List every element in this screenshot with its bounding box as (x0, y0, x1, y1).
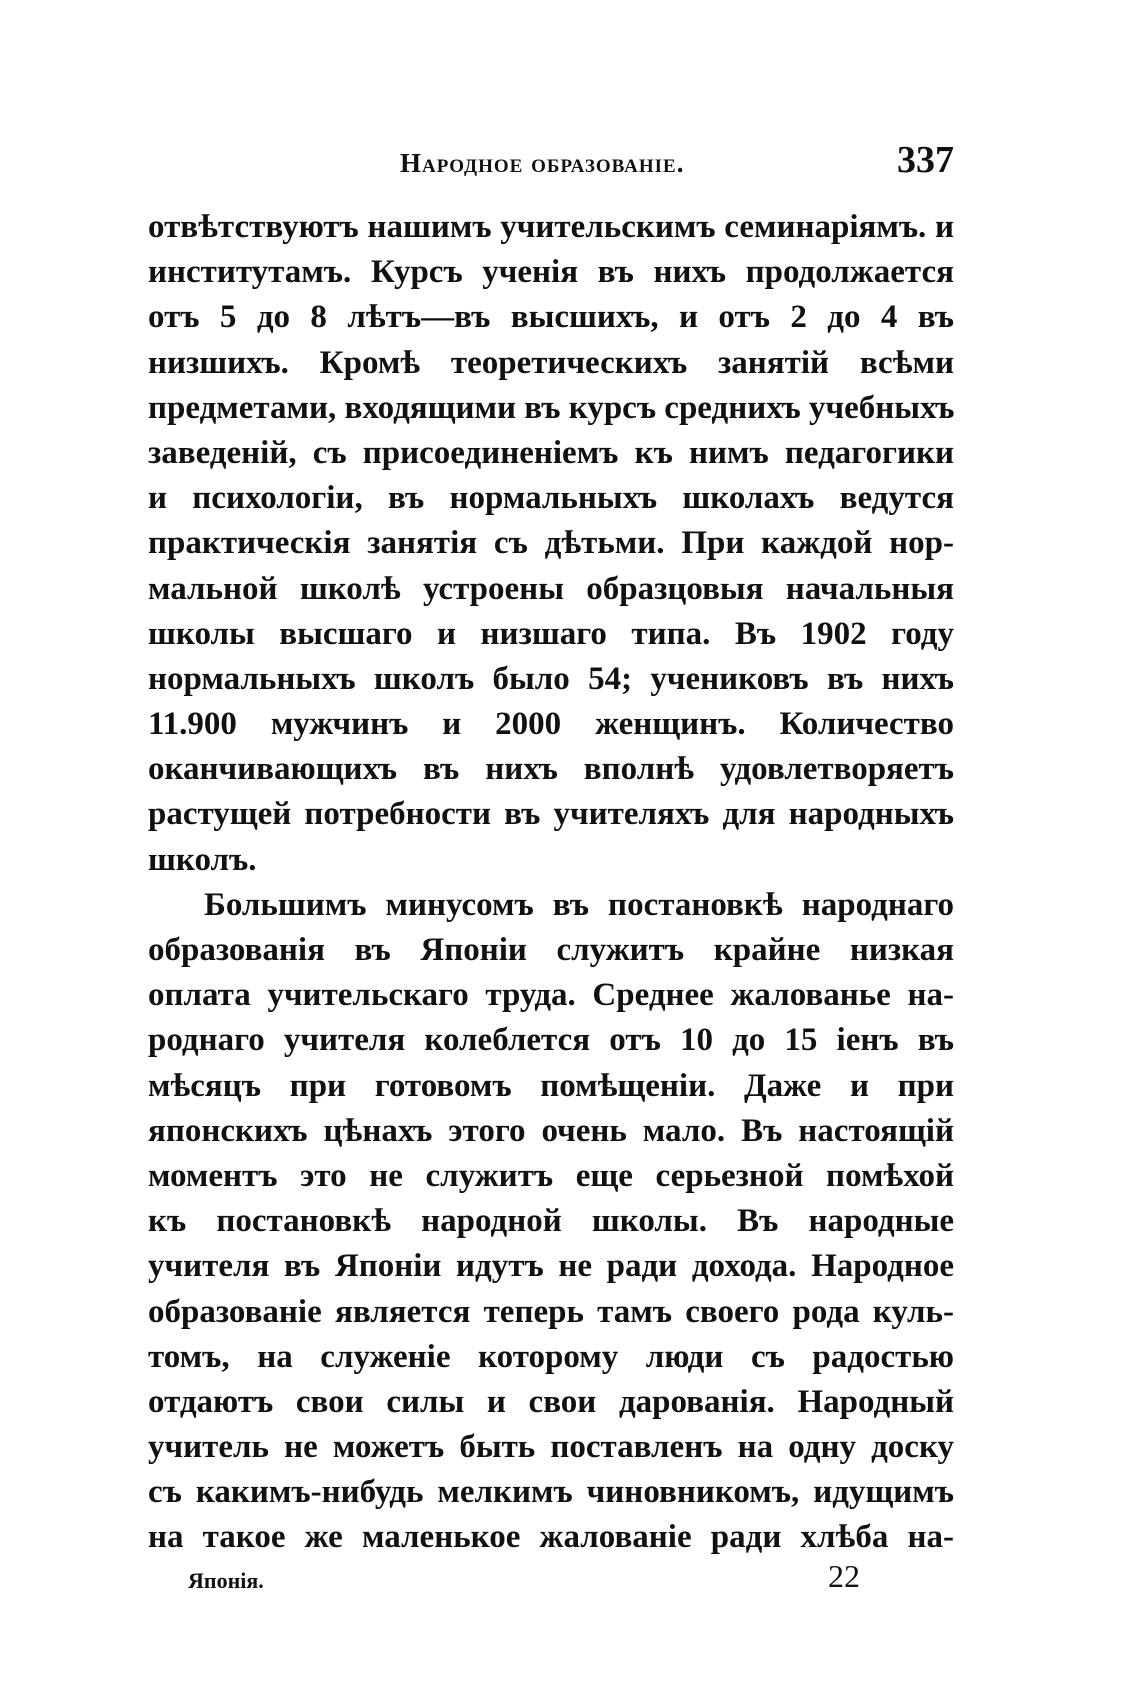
body-text (148, 205, 954, 1561)
signature-mark: Японія. (188, 1568, 264, 1593)
text-line: заведеній, съ присоединеніемъ къ нимъ педагогики (148, 434, 954, 471)
text-line: моментъ это не служитъ еще серьезной помѣхой (148, 1157, 954, 1194)
sheet-number: 22 (828, 1558, 860, 1594)
text-line: отдаютъ свои силы и свои дарованія. Народный (148, 1383, 954, 1420)
text-line: 11.900 мужчинъ и 2000 женщинъ. Количество (148, 706, 954, 743)
text-line: роднаго учителя колеблется отъ 10 до 15 іенъ въ (148, 1022, 954, 1059)
text-line: учителя въ Японіи идутъ не ради дохода. Народное (148, 1248, 954, 1285)
text-line: школъ. (148, 841, 257, 878)
text-line: къ постановкѣ народной школы. Въ народные (148, 1203, 954, 1240)
text-line: практическія занятія съ дѣтьми. При каждой нор- (148, 525, 954, 562)
text-line: мѣсяцъ при готовомъ помѣщеніи. Даже и при (148, 1067, 954, 1104)
page-number: 337 (897, 139, 954, 181)
running-title: Народное образованіе. (400, 148, 685, 178)
text-line: томъ, на служеніе которому люди съ радостью (148, 1338, 954, 1375)
text-line: институтамъ. Курсъ ученія въ нихъ продолжается (148, 254, 954, 291)
text-line: отъ 5 до 8 лѣтъ—въ высшихъ, и отъ 2 до 4 въ (148, 299, 954, 336)
text-line: учитель не можетъ быть поставленъ на одну доску (148, 1429, 954, 1466)
page-header (148, 136, 954, 196)
text-line: оплата учительскаго труда. Среднее жалованье на- (148, 977, 954, 1014)
text-line: предметами, входящими въ курсъ среднихъ учебныхъ (148, 389, 954, 426)
text-line: растущей потребности въ учителяхъ для народныхъ (148, 796, 954, 833)
text-line: нормальныхъ школъ было 54; учениковъ въ нихъ (148, 660, 954, 697)
text-line: школы высшаго и низшаго типа. Въ 1902 году (148, 615, 954, 652)
text-line: мальной школѣ устроены образцовыя начальныя (148, 570, 954, 607)
text-line: японскихъ цѣнахъ этого очень мало. Въ настоящій (148, 1112, 954, 1149)
text-line: отвѣтствуютъ нашимъ учительскимъ семинаріямъ. и (148, 209, 954, 245)
text-line: и психологіи, въ нормальныхъ школахъ ведутся (148, 480, 954, 517)
text-line: низшихъ. Кромѣ теоретическихъ занятій всѣми (148, 344, 954, 381)
page-footer (188, 1558, 868, 1608)
text-line: Большимъ минусомъ въ постановкѣ народнаго (204, 886, 954, 923)
text-line: на такое же маленькое жалованіе ради хлѣба на- (148, 1519, 954, 1556)
text-line: оканчивающихъ въ нихъ вполнѣ удовлетворяетъ (148, 751, 954, 788)
text-line: съ какимъ-нибудь мелкимъ чиновникомъ, идущимъ (148, 1474, 954, 1511)
text-line: образованіе является теперь тамъ своего рода куль- (148, 1293, 954, 1330)
text-line: образованія въ Японіи служитъ крайне низкая (148, 932, 954, 968)
